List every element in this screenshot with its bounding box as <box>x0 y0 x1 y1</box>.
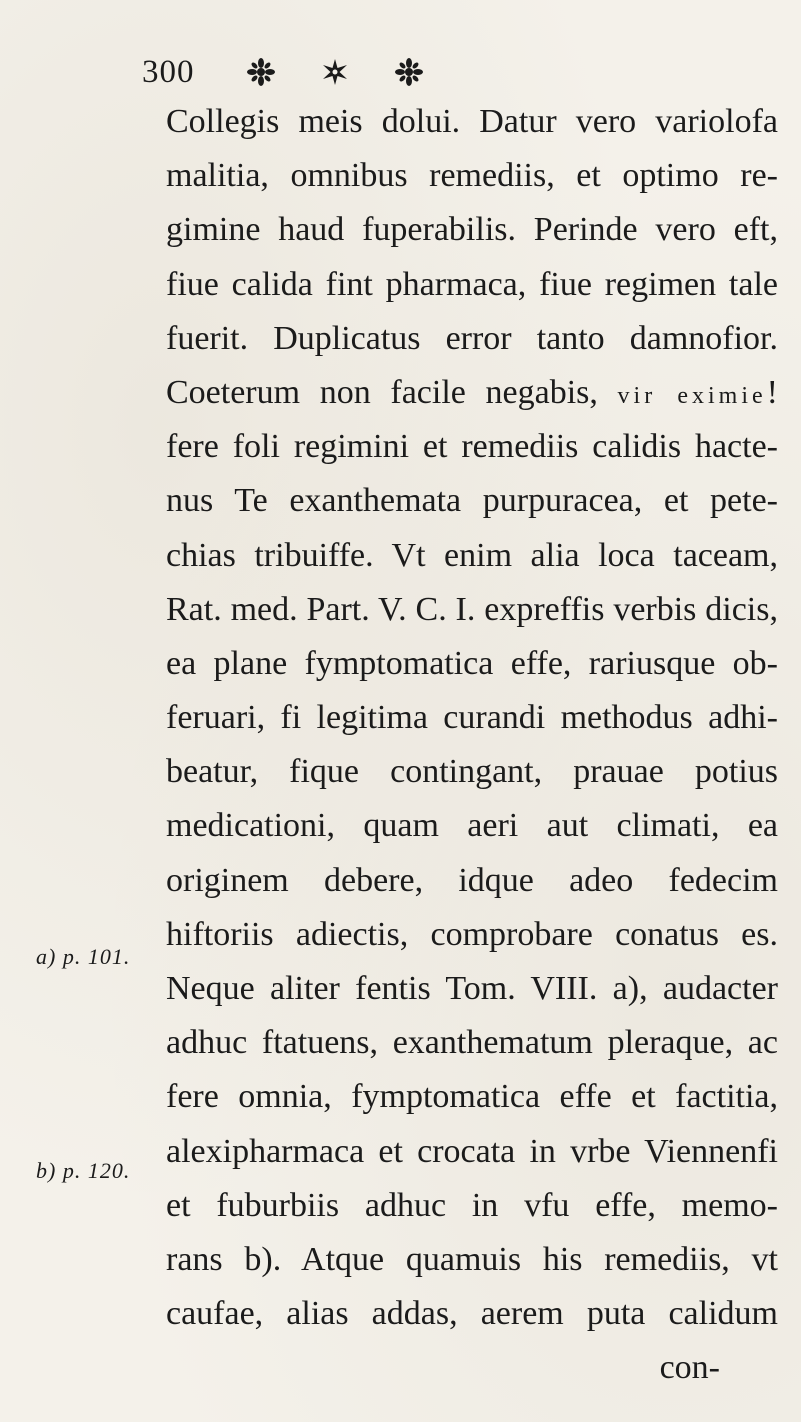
text-line: et fuburbiis adhuc in vfu effe, memo- <box>166 1186 778 1224</box>
text-line: gimine haud fuperabilis. Perinde vero eft, <box>166 211 778 249</box>
text-line <box>166 366 778 420</box>
text-line: ea plane fymptomatica effe, rariusque ob- <box>166 644 778 682</box>
text-line: hiftoriis adiectis, comprobare conatus es. <box>166 915 778 953</box>
running-header <box>142 42 424 102</box>
text-line: feruari, fi legitima curandi methodus adhi- <box>166 699 778 737</box>
catchword: con- <box>659 1349 720 1387</box>
page-number: 300 <box>142 53 195 90</box>
text-line: Rat. med. Part. V. C. I. expreffis verbis dicis, <box>166 590 778 628</box>
header-ornaments <box>246 57 424 87</box>
text-line: Neque aliter fentis Tom. VIII. a), audacter <box>166 970 778 1007</box>
text-line: alexipharmaca et crocata in vrbe Viennenfi <box>166 1132 778 1170</box>
text-line: fere omnia, fymptomatica effe et factitia, <box>166 1078 778 1116</box>
text-line: beatur, fique contingant, prauae potius <box>166 753 778 791</box>
text-line: medicationi, quam aeri aut climati, ea <box>166 807 778 845</box>
body-text <box>166 95 778 1396</box>
text-run: Coeterum non facile negabis, <box>166 373 618 411</box>
star-fleuron-icon <box>320 57 350 87</box>
text-line: fuerit. Duplicatus error tanto damnofior. <box>166 319 778 357</box>
text-line: caufae, alias addas, aerem puta calidum <box>166 1295 778 1333</box>
margin-note-a: a) p. 101. <box>36 944 131 969</box>
text-line: fiue calida fint pharmaca, fiue regimen tale <box>166 265 778 303</box>
text-run: ! <box>766 373 778 411</box>
fleuron-icon <box>394 57 424 87</box>
small-caps-address: vir eximie <box>617 382 767 409</box>
text-line: Collegis meis dolui. Datur vero variolofa <box>166 103 778 140</box>
text-line: originem debere, idque adeo fedecim <box>166 861 778 899</box>
fleuron-icon <box>246 57 276 87</box>
text-line: nus Te exanthemata purpuracea, et pete- <box>166 482 778 520</box>
text-line: malitia, omnibus remediis, et optimo re- <box>166 157 778 195</box>
text-line: chias tribuiffe. Vt enim alia loca taceam, <box>166 536 778 574</box>
text-line: rans b). Atque quamuis his remediis, vt <box>166 1240 778 1278</box>
margin-note-b: b) p. 120. <box>36 1158 131 1183</box>
text-line: adhuc ftatuens, exanthematum pleraque, ac <box>166 1024 778 1062</box>
text-line: fere foli regimini et remediis calidis hacte- <box>166 428 778 466</box>
